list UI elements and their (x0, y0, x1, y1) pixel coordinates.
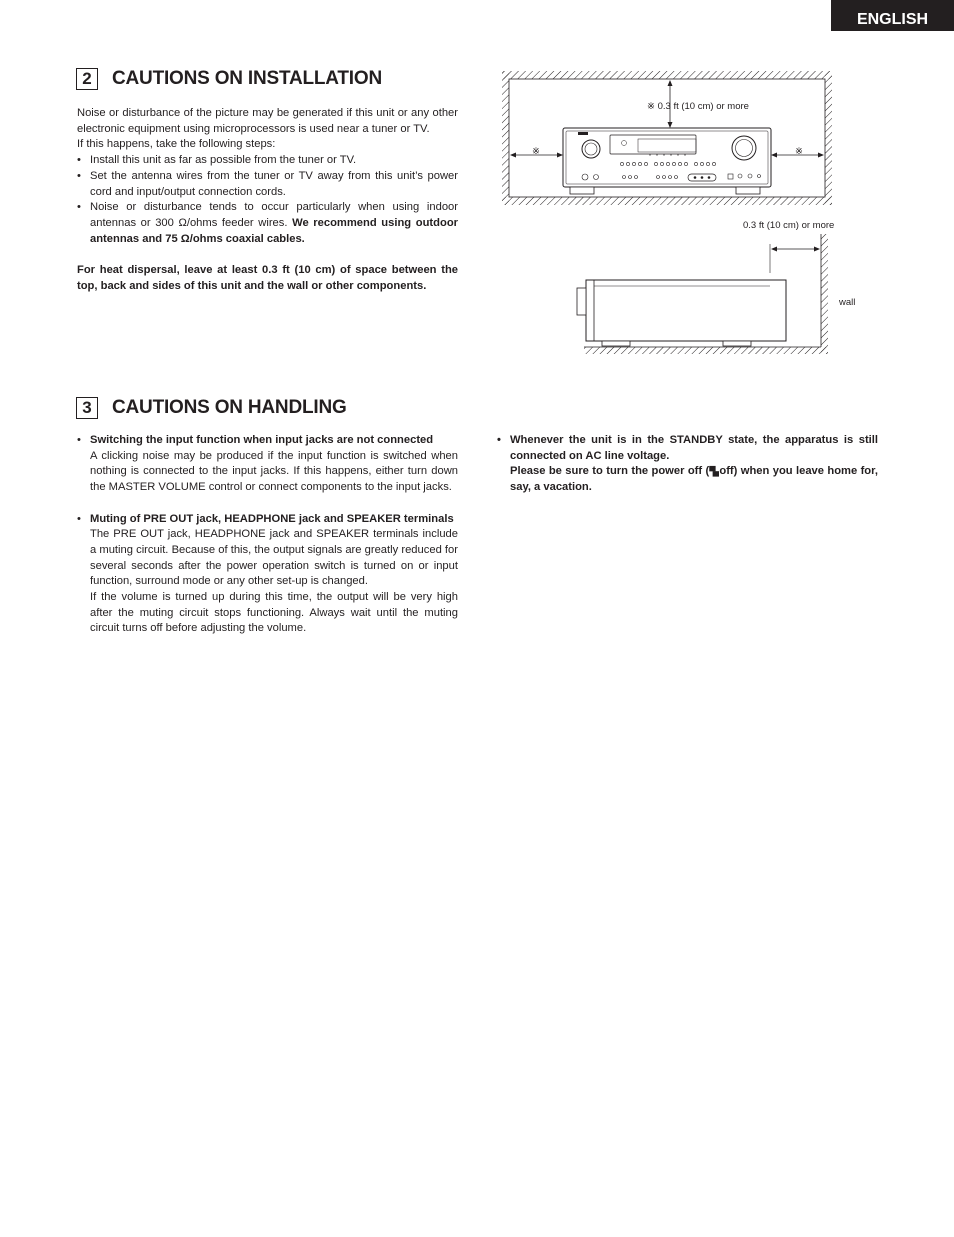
steps-lead: If this happens, take the following steps: (77, 138, 276, 151)
handling-text-left (77, 433, 458, 637)
item-body-continued: If the volume is turned up during this time, the output will be very high after the muting circuit stops functioning. Always wait until the muting circuit turns off before adjusting the volume. (90, 591, 458, 635)
steps-list (77, 153, 458, 247)
section-number: 3 (76, 397, 98, 419)
section-3-heading (76, 397, 347, 419)
standby-list (497, 433, 878, 496)
left-wall-hatch (502, 71, 509, 205)
step-recommendation: We recommend using outdoor antennas and 75 Ω/ohms coaxial cables. (90, 216, 459, 245)
list-item (77, 512, 458, 638)
side-view-diagram (570, 228, 835, 358)
item-body: The PRE OUT jack, HEADPHONE jack and SPEAKER terminals include a muting circuit. Because of this, the output signals are greatly reduced for several seconds after the power operation switch is turned on or input function, surround mode or any other set-up is changed. (90, 528, 458, 588)
top-clearance-label: ※ 0.3 ft (10 cm) or more (647, 101, 749, 112)
section-number: 2 (76, 68, 98, 90)
list-item: • Install this unit as far as possible from the tuner or TV. (77, 153, 458, 169)
standby-warning: • Whenever the unit is in the STANDBY state, the apparatus is still connected on AC line voltage. (510, 434, 878, 462)
list-item (77, 200, 458, 247)
receiver-side (577, 280, 786, 346)
section-2-heading (76, 68, 382, 90)
list-item (497, 433, 878, 496)
handling-list (77, 512, 458, 638)
section-title: CAUTIONS ON HANDLING (112, 397, 347, 418)
intro-paragraph: Noise or disturbance of the picture may be generated if this unit or any other electronic equipment using microprocessors is used near a tuner or TV. (77, 107, 458, 135)
wall-label: wall (839, 297, 856, 308)
list-item: • Set the antenna wires from the tuner or TV away from this unit’s power cord and input/output connection cords. (77, 169, 458, 200)
list-item (77, 433, 458, 496)
right-wall-hatch (825, 71, 832, 205)
receiver-front-panel (563, 128, 771, 194)
handling-list (77, 433, 458, 496)
standby-instruction (510, 464, 878, 495)
back-clearance-label: 0.3 ft (10 cm) or more (743, 220, 835, 231)
top-wall-hatch (502, 71, 832, 79)
item-heading: • Muting of PRE OUT jack, HEADPHONE jack and SPEAKER terminals (90, 512, 454, 525)
power-off-symbol-icon: ▀▄ (709, 466, 716, 477)
right-clearance-mark: ※ (795, 146, 803, 157)
left-clearance-mark: ※ (532, 146, 540, 157)
handling-text-right (497, 433, 878, 496)
section-title: CAUTIONS ON INSTALLATION (112, 68, 382, 89)
item-heading: • Switching the input function when input jacks are not connected (90, 434, 434, 446)
installation-text (77, 106, 458, 294)
instruction-text: off) when you leave home for, say, a vacation. (510, 465, 878, 494)
instruction-text: Please be sure to turn the power off ( (510, 465, 710, 478)
item-body: A clicking noise may be produced if the input function is switched when nothing is connected to the input jacks. If this happens, either turn down the MASTER VOLUME control or connect components to the input jacks. (90, 449, 458, 494)
floor-hatch (584, 347, 828, 354)
floor-hatch (502, 197, 832, 205)
language-tab: ENGLISH (831, 0, 954, 31)
heat-dispersal-note: For heat dispersal, leave at least 0.3 ft (10 cm) of space between the top, back and sides of this unit and the wall or other components. (77, 264, 458, 292)
step-text: Noise or disturbance tends to occur particularly when using indoor antennas or 300 Ω/ohms feeder wires. (90, 201, 458, 229)
front-view-diagram (500, 68, 835, 208)
wall-hatch (821, 234, 828, 354)
